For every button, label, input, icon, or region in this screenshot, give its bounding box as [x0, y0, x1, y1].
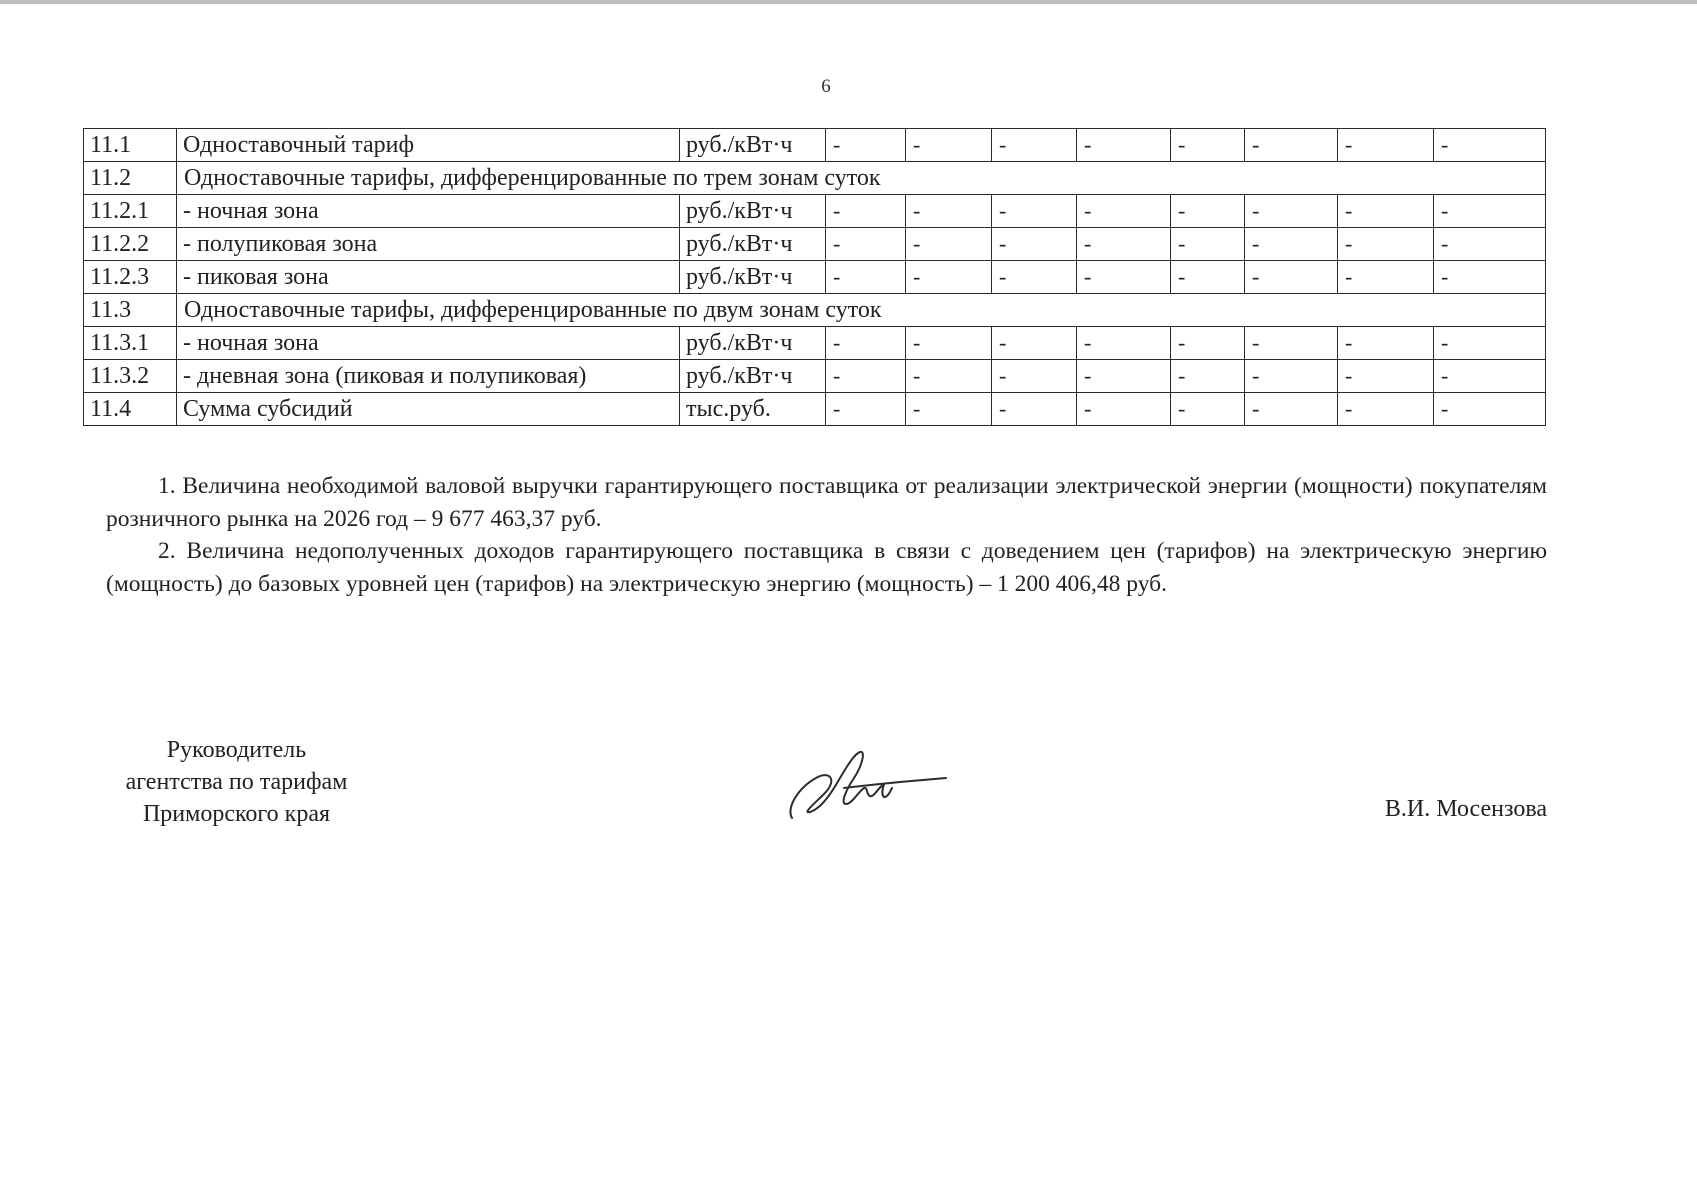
row-number: 11.3.1: [84, 327, 177, 360]
scan-top-edge: [0, 0, 1697, 4]
page-number: 6: [821, 76, 831, 97]
value-cell: -: [1245, 393, 1338, 426]
value-cell: -: [992, 195, 1077, 228]
table-row: [84, 228, 1546, 261]
value-cell: -: [1338, 360, 1434, 393]
value-cell: -: [906, 393, 992, 426]
value-cell: -: [992, 129, 1077, 162]
value-cell: -: [1338, 195, 1434, 228]
value-cell: -: [1338, 393, 1434, 426]
value-cell: -: [1338, 327, 1434, 360]
row-unit: руб./кВт·ч: [680, 360, 826, 393]
value-cell: -: [826, 261, 906, 294]
value-cell: -: [1171, 393, 1245, 426]
row-name: - ночная зона: [177, 195, 680, 228]
signatory-name: В.И. Мосензова: [1384, 796, 1547, 822]
value-cell: -: [1434, 360, 1546, 393]
row-unit: руб./кВт·ч: [680, 129, 826, 162]
value-cell: -: [1171, 261, 1245, 294]
row-unit: руб./кВт·ч: [680, 228, 826, 261]
value-cell: -: [1077, 228, 1171, 261]
value-cell: -: [906, 360, 992, 393]
value-cell: -: [1077, 129, 1171, 162]
value-cell: -: [1338, 261, 1434, 294]
value-cell: -: [1245, 360, 1338, 393]
value-cell: -: [1338, 129, 1434, 162]
row-unit: тыс.руб.: [680, 393, 826, 426]
value-cell: -: [1077, 261, 1171, 294]
value-cell: -: [1171, 195, 1245, 228]
value-cell: -: [1077, 195, 1171, 228]
notes: [106, 470, 1547, 600]
handwritten-signature: [780, 748, 948, 828]
value-cell: -: [1245, 261, 1338, 294]
row-name: - ночная зона: [177, 327, 680, 360]
section-name: Одноставочные тарифы, дифференцированные по трем зонам суток: [177, 162, 1546, 195]
value-cell: -: [1434, 129, 1546, 162]
table-row: [84, 129, 1546, 162]
table-body: [84, 129, 1546, 426]
value-cell: -: [826, 129, 906, 162]
signatory-title: [104, 734, 369, 830]
row-number: 11.3: [84, 294, 177, 327]
value-cell: -: [1171, 129, 1245, 162]
section-name: Одноставочные тарифы, дифференцированные по двум зонам суток: [177, 294, 1546, 327]
value-cell: -: [906, 195, 992, 228]
value-cell: -: [826, 228, 906, 261]
row-name: - пиковая зона: [177, 261, 680, 294]
value-cell: -: [1434, 228, 1546, 261]
signatory-title-line: агентства по тарифам: [125, 769, 348, 795]
value-cell: -: [1171, 228, 1245, 261]
note-1: 1. Величина необходимой валовой выручки гарантирующего поставщика от реализации электрической энергии (мощности) покупателям розничного рынка на 2026 год – 9 677 463,37 руб.: [106, 473, 1547, 532]
signatory-title-line: Приморского края: [142, 801, 331, 827]
value-cell: -: [992, 360, 1077, 393]
value-cell: -: [906, 228, 992, 261]
row-name: Сумма субсидий: [177, 393, 680, 426]
value-cell: -: [1434, 393, 1546, 426]
note-2: 2. Величина недополученных доходов гарантирующего поставщика в связи с доведением цен (тарифов) на электрическую энергию (мощность) до базовых уровней цен (тарифов) на электрическую энергию (мощность) – 1 200 406,48 руб.: [106, 538, 1547, 597]
row-number: 11.2: [84, 162, 177, 195]
value-cell: -: [906, 129, 992, 162]
value-cell: -: [992, 261, 1077, 294]
value-cell: -: [1245, 327, 1338, 360]
row-number: 11.1: [84, 129, 177, 162]
row-unit: руб./кВт·ч: [680, 261, 826, 294]
value-cell: -: [906, 327, 992, 360]
table-row: [84, 261, 1546, 294]
value-cell: -: [1171, 327, 1245, 360]
table-row: [84, 327, 1546, 360]
table-row: [84, 195, 1546, 228]
value-cell: -: [1245, 195, 1338, 228]
value-cell: -: [826, 195, 906, 228]
row-unit: руб./кВт·ч: [680, 195, 826, 228]
value-cell: -: [1434, 195, 1546, 228]
table-row: [84, 360, 1546, 393]
row-number: 11.4: [84, 393, 177, 426]
value-cell: -: [1077, 360, 1171, 393]
value-cell: -: [992, 393, 1077, 426]
value-cell: -: [1245, 129, 1338, 162]
row-name: Одноставочный тариф: [177, 129, 680, 162]
row-number: 11.3.2: [84, 360, 177, 393]
row-number: 11.2.3: [84, 261, 177, 294]
value-cell: -: [826, 327, 906, 360]
value-cell: -: [992, 228, 1077, 261]
table-section-row: [84, 294, 1546, 327]
row-unit: руб./кВт·ч: [680, 327, 826, 360]
value-cell: -: [826, 360, 906, 393]
table-row: [84, 393, 1546, 426]
value-cell: -: [1077, 327, 1171, 360]
tariff-table: [83, 128, 1546, 426]
row-name: - полупиковая зона: [177, 228, 680, 261]
row-name: - дневная зона (пиковая и полупиковая): [177, 360, 680, 393]
value-cell: -: [1077, 393, 1171, 426]
signatory-title-line: Руководитель: [166, 737, 307, 763]
value-cell: -: [1245, 228, 1338, 261]
value-cell: -: [992, 327, 1077, 360]
value-cell: -: [906, 261, 992, 294]
row-number: 11.2.1: [84, 195, 177, 228]
value-cell: -: [1434, 327, 1546, 360]
value-cell: -: [1171, 360, 1245, 393]
value-cell: -: [1434, 261, 1546, 294]
value-cell: -: [826, 393, 906, 426]
row-number: 11.2.2: [84, 228, 177, 261]
table-section-row: [84, 162, 1546, 195]
value-cell: -: [1338, 228, 1434, 261]
